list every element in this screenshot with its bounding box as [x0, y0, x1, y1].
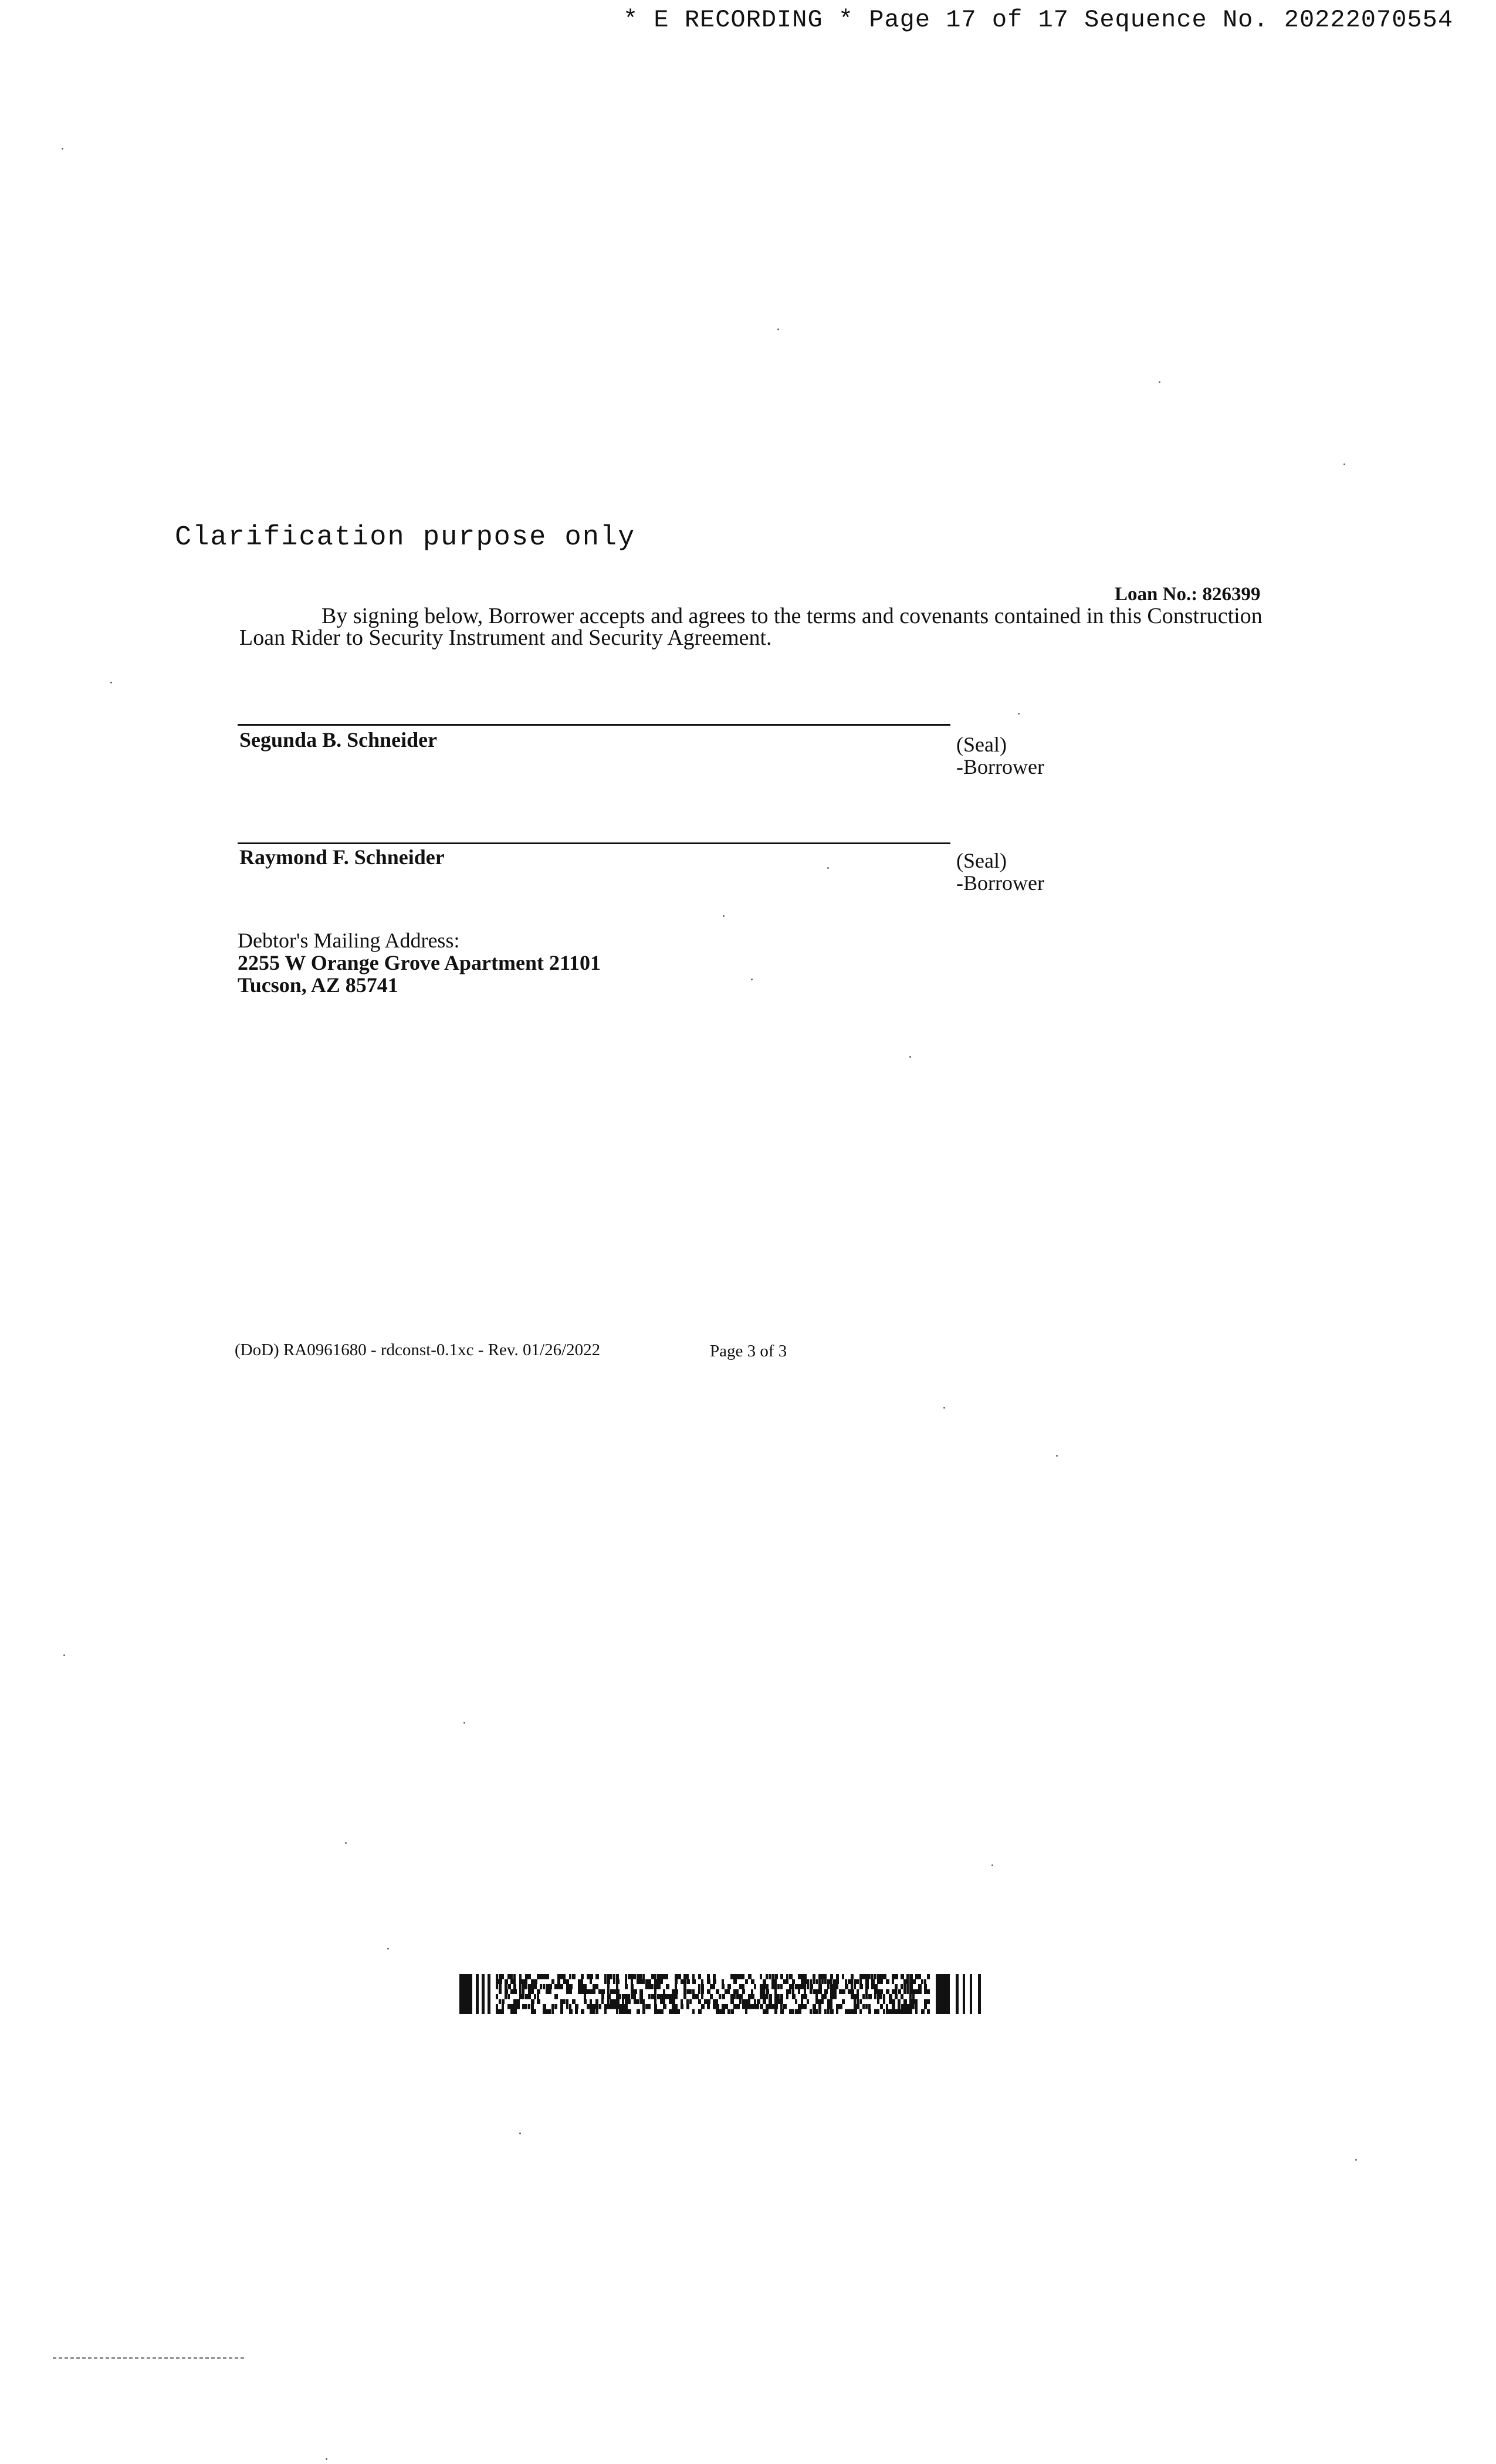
- scan-speck: [345, 1842, 347, 1844]
- scan-speck: [62, 148, 63, 150]
- scan-speck: [63, 1654, 65, 1656]
- mailing-address-line-2: Tucson, AZ 85741: [238, 973, 398, 997]
- signature-line-2: [238, 842, 950, 844]
- role-label-2: -Borrower: [956, 871, 1044, 895]
- seal-block-1: [956, 733, 1044, 778]
- loan-number: [1115, 584, 1260, 605]
- scan-speck: [110, 682, 112, 683]
- scan-speck: [519, 2133, 521, 2134]
- scan-speck: [991, 1864, 993, 1866]
- page-number: Page 3 of 3: [710, 1342, 787, 1360]
- mailing-address: [238, 929, 601, 996]
- mailing-address-label: Debtor's Mailing Address:: [238, 929, 460, 952]
- scan-speck: [1018, 713, 1020, 715]
- agreement-line-2: Loan Rider to Security Instrument and Security Agreement.: [239, 625, 772, 650]
- seal-block-2: [956, 849, 1044, 894]
- scan-speck: [1343, 463, 1345, 465]
- clarification-stamp: Clarification purpose only: [175, 522, 636, 553]
- mailing-address-line-1: 2255 W Orange Grove Apartment 21101: [238, 951, 601, 974]
- scan-speck: [909, 1056, 911, 1058]
- loan-number-label: Loan No.:: [1115, 584, 1198, 605]
- scan-speck: [751, 979, 753, 980]
- scan-speck: [1159, 381, 1160, 383]
- scan-speck: [387, 1948, 389, 1949]
- agreement-paragraph: [239, 605, 1278, 649]
- scan-speck: [1355, 2159, 1357, 2161]
- scan-speck: [943, 1407, 945, 1409]
- borrower-name-2: Raymond F. Schneider: [239, 845, 445, 869]
- scan-speck: [326, 2458, 327, 2460]
- scan-artifact: [53, 2357, 246, 2359]
- seal-label-1: (Seal): [956, 733, 1007, 756]
- scan-speck: [1056, 1455, 1058, 1457]
- agreement-line-1: By signing below, Borrower accepts and agrees to the terms and covenants contained in this Construction: [321, 604, 1263, 628]
- barcode-image: [459, 1974, 987, 2014]
- signature-line-1: [238, 724, 950, 726]
- scan-speck: [463, 1722, 465, 1724]
- borrower-name-1: Segunda B. Schneider: [239, 728, 438, 752]
- role-label-1: -Borrower: [956, 755, 1044, 779]
- seal-label-2: (Seal): [956, 849, 1007, 872]
- scan-speck: [827, 867, 829, 869]
- scan-speck: [723, 915, 725, 917]
- form-identifier: (DoD) RA0961680 - rdconst-0.1xc - Rev. 01/26/2022: [235, 1341, 601, 1359]
- scan-speck: [777, 329, 779, 330]
- recording-header: * E RECORDING * Page 17 of 17 Sequence No. 20222070554: [623, 6, 1454, 34]
- loan-number-value: 826399: [1202, 584, 1261, 605]
